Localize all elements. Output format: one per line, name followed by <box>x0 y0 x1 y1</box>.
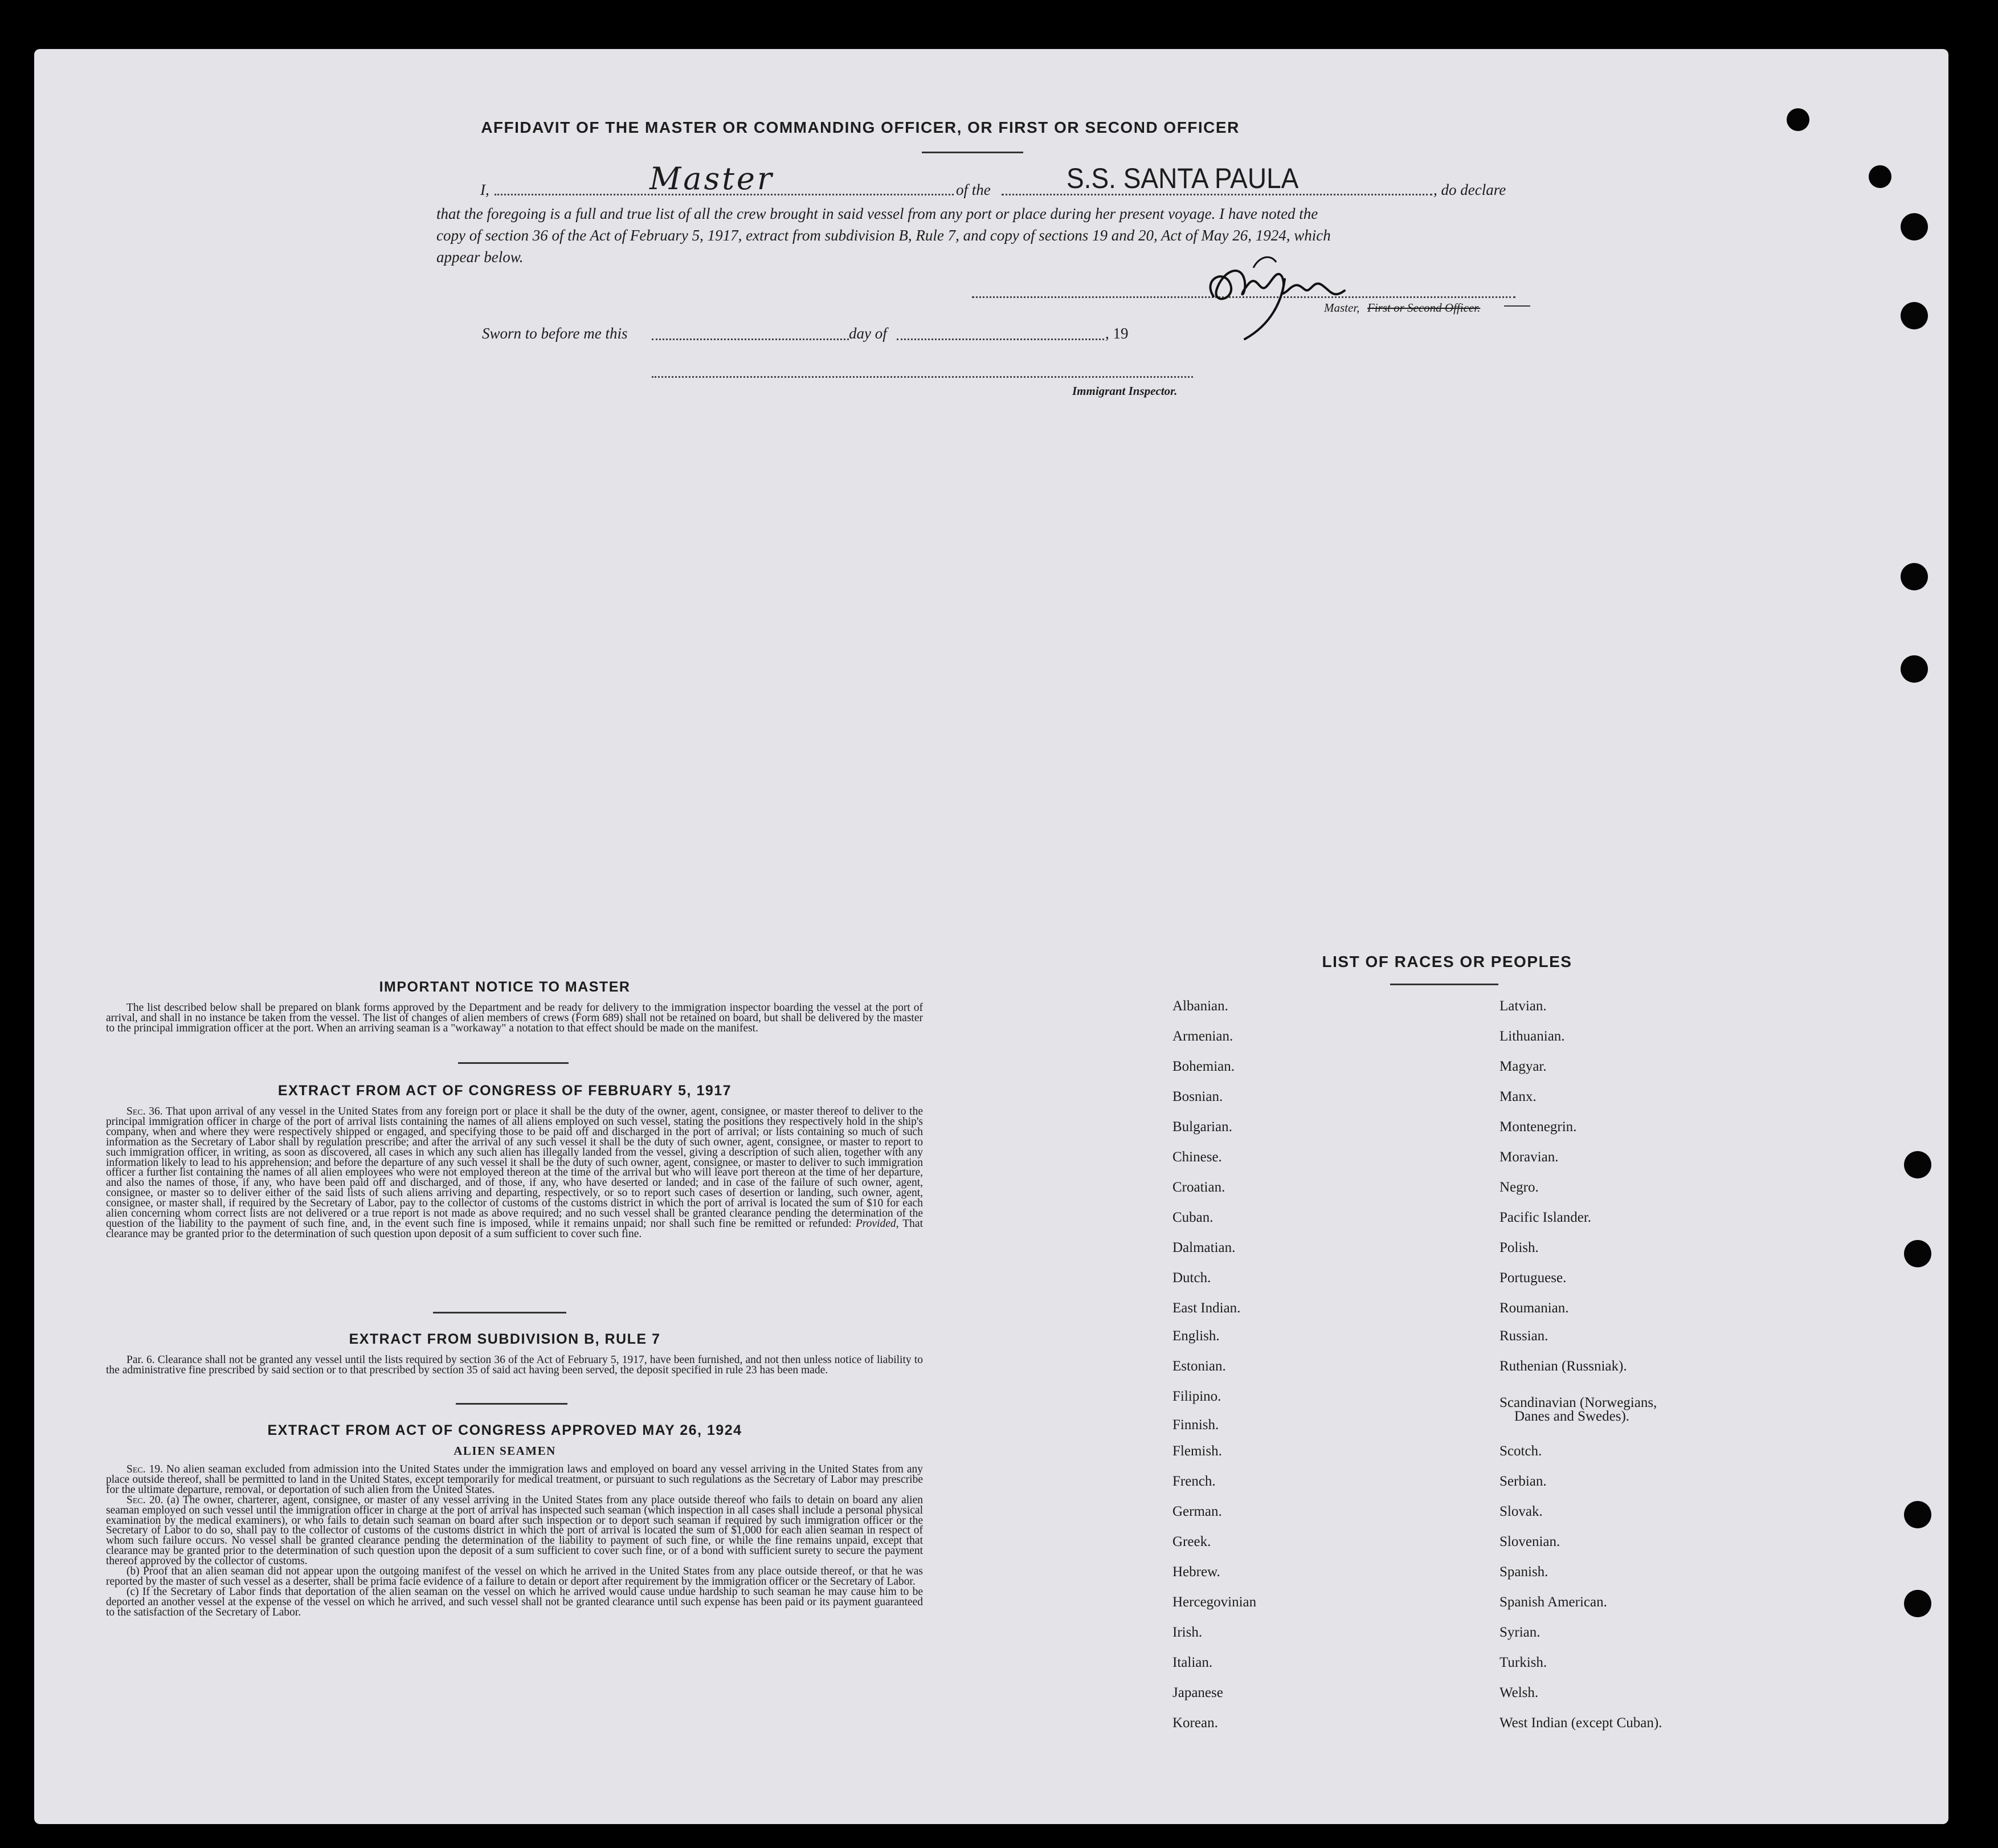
race-item: Irish. <box>1172 1625 1203 1640</box>
punch-hole <box>1869 165 1891 188</box>
title-rule <box>922 152 1023 153</box>
sec-20b-paragraph: (b) Proof that an alien seaman did not appear upon the outgoing manifest of the vessel on which he arrived in the United States from any place outside thereof, or that he was reported by the master of such vessel as a deserter, shall be prima facie evidence of a failure to detain or deport after requirement by the immigration officer or the Secretary of Labor. <box>106 1565 923 1588</box>
race-item: Bulgarian. <box>1172 1119 1232 1135</box>
sec-19-paragraph <box>106 1464 923 1495</box>
punch-hole <box>1787 108 1809 131</box>
sec-19-text: No alien seaman excluded from admission into the United States under the immigration laws and employed on board any vessel arriving in the United States from any place outside thereof, shall be permitted to land in the United States, except temporarily for medical treatment, or pursuant to such regulations as the Secretary of Labor may prescribe for the ultimate departure, removal, or deportation of such alien from the United States. <box>106 1463 923 1496</box>
punch-hole <box>1901 563 1928 590</box>
race-item: Moravian. <box>1499 1149 1559 1165</box>
race-item: Filipino. <box>1172 1389 1221 1404</box>
race-item: Portuguese. <box>1499 1270 1567 1286</box>
race-item: Italian. <box>1172 1655 1213 1670</box>
vessel-name: S.S. SANTA PAULA <box>1067 162 1299 194</box>
race-item: Croatian. <box>1172 1180 1225 1195</box>
of-the-label: of the <box>956 181 991 198</box>
punch-hole <box>1904 1501 1931 1528</box>
race-item: Scandinavian (Norwegians, <box>1499 1395 1657 1410</box>
race-item: Lithuanian. <box>1499 1029 1565 1044</box>
race-item: Chinese. <box>1172 1149 1222 1165</box>
punch-hole <box>1901 213 1928 240</box>
extract-1924-text <box>106 1464 923 1618</box>
race-item: Polish. <box>1499 1240 1539 1255</box>
extract-1917-title: EXTRACT FROM ACT OF CONGRESS OF FEBRUARY 5, 1917 <box>277 1083 732 1099</box>
race-item: Greek. <box>1172 1534 1211 1549</box>
race-item: Finnish. <box>1172 1417 1219 1433</box>
race-item: Montenegrin. <box>1499 1119 1577 1135</box>
affidavit-body-line2: copy of section 36 of the Act of February 5, 1917, extract from subdivision B, Rule 7, and copy of sections 19 and 20, Act of May 26, 1924, which <box>436 227 1331 244</box>
sec-20-label: Sec. 20. <box>126 1494 164 1506</box>
race-item: Bosnian. <box>1172 1089 1223 1104</box>
notice-text <box>106 1003 923 1034</box>
race-item: Armenian. <box>1172 1029 1233 1044</box>
signature-caption-master: Master, <box>1324 301 1360 315</box>
affidavit-body-line1: that the foregoing is a full and true list of all the crew brought in said vessel from any port or place during her present voyage. I have noted the <box>436 205 1318 222</box>
sec-20a-paragraph <box>106 1495 923 1566</box>
section-rule <box>433 1312 566 1313</box>
punch-hole <box>1904 1151 1931 1178</box>
race-item: Pacific Islander. <box>1499 1210 1592 1225</box>
races-title-rule <box>1390 984 1498 985</box>
officer-handwritten: Master <box>649 161 774 197</box>
year-prefix: , 19 <box>1105 325 1129 342</box>
race-item: Latvian. <box>1499 998 1547 1014</box>
races-title: LIST OF RACES OR PEOPLES <box>1322 953 1572 970</box>
race-item: Turkish. <box>1499 1655 1547 1670</box>
punch-hole <box>1904 1240 1931 1267</box>
rule7-text <box>106 1355 923 1376</box>
race-item: Japanese <box>1172 1685 1223 1700</box>
race-item: Roumanian. <box>1499 1300 1569 1316</box>
section-rule <box>458 1062 569 1064</box>
punch-hole <box>1901 302 1928 329</box>
extract-1924-title: EXTRACT FROM ACT OF CONGRESS APPROVED MAY 26, 1924 <box>267 1422 742 1438</box>
race-item: Russian. <box>1499 1328 1548 1344</box>
race-item: Negro. <box>1499 1180 1539 1195</box>
inspector-signature-line <box>652 376 1193 378</box>
do-declare-label: , do declare <box>1433 181 1506 198</box>
alien-seamen-subtitle: ALIEN SEAMEN <box>453 1444 556 1458</box>
notice-paragraph: The list described below shall be prepared on blank forms approved by the Department and be ready for delivery to the immigration inspector boarding the vessel at the port of arrival, and shall in no instance be taken from the vessel. The list of changes of alien members of crews (Form 689) shall not be retained on board, but shall be delivered by the master to the principal immigration officer at the port. When an arriving seaman is a "workaway" a notation to that effect should be made on the manifest. <box>106 1002 923 1034</box>
notice-title: IMPORTANT NOTICE TO MASTER <box>379 979 631 995</box>
sec-36-text-end: That clearance may be granted prior to the determination of such question upon deposit of a sum sufficient to cover such fine. <box>106 1217 923 1240</box>
race-item: Flemish. <box>1172 1443 1222 1459</box>
sec-36-label: Sec. 36. <box>126 1105 163 1117</box>
rule7-title: EXTRACT FROM SUBDIVISION B, RULE 7 <box>349 1331 661 1347</box>
race-item: French. <box>1172 1474 1216 1489</box>
affidavit-title: AFFIDAVIT OF THE MASTER OR COMMANDING OFFICER, OR FIRST OR SECOND OFFICER <box>481 119 1240 136</box>
sworn-month-line <box>897 338 1104 340</box>
day-of-label: day of <box>849 325 887 342</box>
race-item: German. <box>1172 1504 1222 1519</box>
race-item: West Indian (except Cuban). <box>1499 1715 1662 1731</box>
affidavit-body-line3: appear below. <box>436 248 524 266</box>
race-item: Dalmatian. <box>1172 1240 1236 1255</box>
race-item: Serbian. <box>1499 1474 1547 1489</box>
sec-20c-paragraph: (c) If the Secretary of Labor finds that deportation of the alien seaman on the vessel on which he arrived would cause undue hardship to such seaman he may cause him to be deported an another vessel at the expense of the vessel on which he arrived, and such vessel shall not be granted clearance until such expense has been paid or its payment guaranteed to the satisfaction of the Secretary of Labor. <box>106 1585 923 1618</box>
section-rule <box>456 1403 567 1405</box>
race-item: Estonian. <box>1172 1359 1226 1374</box>
race-item: English. <box>1172 1328 1220 1344</box>
race-item: Hercegovinian <box>1172 1594 1257 1610</box>
sec-20a-text: (a) The owner, charterer, agent, consignee, or master of any vessel arriving in the United States from any place outside thereof who fails to detain on board any alien seaman employed on such vessel until the immigration officer in charge at the port of arrival has inspected such seaman (which inspection in all cases shall include a personal physical examination by the medical examiners), or who fails to detain such seaman on board after such inspection or to deport such seaman if required by such immigration officer or the Secretary of Labor to do so, shall pay to the collector of customs of the customs district in which the port of arrival is located the sum of $1,000 for each alien seaman in respect of whom such failure occurs. No vessel shall be granted clearance pending the determination of the liability to payment of such fine, or while the fine remains unpaid, except that clearance may be granted prior to the determination of such question upon the deposit of a sum sufficient to cover such fine, or of a bond with sufficient surety to secure the payment thereof approved by the collector of customs. <box>106 1494 923 1568</box>
race-item: Magyar. <box>1499 1059 1547 1074</box>
race-item: Ruthenian (Russniak). <box>1499 1359 1627 1374</box>
race-item: East Indian. <box>1172 1300 1241 1316</box>
sec-36-paragraph <box>106 1107 923 1239</box>
sec-36-text: That upon arrival of any vessel in the United States from any foreign port or place it shall be the duty of the owner, agent, consignee, or master thereof to deliver to the principal immigration officer in charge of the port of arrival lists containing the names of all aliens employed on such vessel, stating the positions they respectively hold in the ship's company, when and where they were respectively shipped or engaged, and specifying those to be paid off and discharged in the port of arrival; or lists containing so much of such information as the Secretary of Labor shall by regulation prescribe; and after the arrival of any such vessel it shall be the duty of such owner, agent, consignee, or master to report to such immigration officer, in writing, as soon as discovered, all cases in which any such alien has illegally landed from the vessel, giving a description of such alien, together with any information likely to lead to his apprehension; and before the departure of any such vessel it shall be the duty of such owner, agent, consignee, or master to deliver to such immigration officer a further list containing the names of all alien employees who were not employed thereon at the time of the arrival but who will leave port thereon at the time of her departure, and also the names of those, if any, who have been paid off and discharged, and of those, if any, who have deserted or landed; and in case of the failure of such owner, agent, consignee, or master so to deliver either of the said lists of such aliens arriving and departing, respectively, or so to report such cases of desertion or landing, such owner, agent, consignee, or master shall, if required by the Secretary of Labor, pay to the collector of customs of the customs district in which the port of arrival is located the sum of $10 for each alien concerning whom correct lists are not delivered or a true report is not made as above required; and no such vessel shall be granted clearance pending the determination of the question of the liability to the payment of such fine, and, in the event such fine is imposed, while it remains unpaid; nor shall such fine be remitted or refunded: <box>106 1105 923 1230</box>
race-item: Korean. <box>1172 1715 1218 1731</box>
race-item: Albanian. <box>1172 998 1228 1014</box>
strike-extension <box>1504 305 1530 307</box>
race-item: Scotch. <box>1499 1443 1542 1459</box>
signature-caption-struck: First or Second Officer. <box>1367 301 1481 315</box>
inspector-label: Immigrant Inspector. <box>1072 384 1178 398</box>
provided-word: Provided, <box>855 1217 899 1230</box>
sworn-date-line <box>652 338 849 340</box>
race-scandinavian-continued: Danes and Swedes). <box>1514 1409 1630 1424</box>
race-item: Manx. <box>1499 1089 1537 1104</box>
rule7-paragraph: Par. 6. Clearance shall not be granted any vessel until the lists required by section 36 of the Act of February 5, 1917, have been furnished, and not then unless notice of liability to the administrative fine prescribed by said section or to that prescribed by section 35 of said act having been served, the deposit specified in rule 23 has been made. <box>106 1354 923 1376</box>
race-item: Syrian. <box>1499 1625 1541 1640</box>
race-item: Cuban. <box>1172 1210 1213 1225</box>
race-item: Bohemian. <box>1172 1059 1235 1074</box>
race-item: Spanish. <box>1499 1564 1548 1580</box>
race-item: Dutch. <box>1172 1270 1211 1286</box>
race-item: Slovenian. <box>1499 1534 1560 1549</box>
race-item: Spanish American. <box>1499 1594 1607 1610</box>
punch-hole <box>1901 655 1928 683</box>
extract-1917-text <box>106 1107 923 1239</box>
punch-hole <box>1904 1590 1931 1617</box>
master-signature <box>1191 245 1384 342</box>
sworn-label: Sworn to before me this <box>482 325 628 342</box>
sec-19-label: Sec. 19. <box>126 1463 163 1475</box>
race-item: Slovak. <box>1499 1504 1543 1519</box>
race-item: Hebrew. <box>1172 1564 1220 1580</box>
race-item: Welsh. <box>1499 1685 1539 1700</box>
i-label: I, <box>480 181 489 198</box>
